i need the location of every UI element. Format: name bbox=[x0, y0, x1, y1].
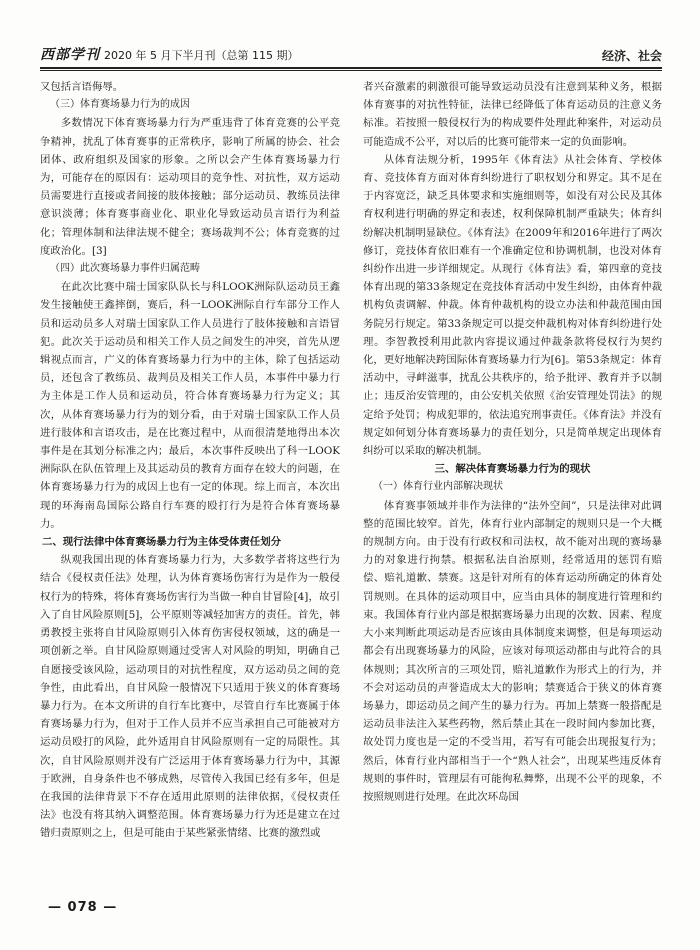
paragraph: 纵观我国出现的体育赛场暴力行为，大多数学者将这些行为结合《侵权责任法》处理，认为体育赛场伤害行为是作为一般侵权行为的特殊，将体育赛场伤害行为当做一种自甘冒险[4]，故引入了自甘风险原则[5]，公平原则等减轻加害方的责任。首先，韩勇教授主张将自甘风险原则引入体育伤害侵权领域，这的确是一项创新之举。自甘风险原则通过受害人对风险的明知，明确自己自愿接受该风险，运动项目的对抗性程度，双方运动员之间的竞争性，由此看出，自甘风险一般情况下只适用于狭义的体育赛场暴力行为。在本文所讲的自行车比赛中，尽管自行车比赛属于体育赛场暴力行为，但对于工作人员并不应当承担自己可能被对方运动员殴打的风险，此外适用自甘风险原则有一定的局限性。其次，自甘风险原则并没有广泛运用于体育赛场暴力行为中，其源于欧洲，自身条件也不够成熟，尽管传入我国已经有多年，但是在我国的法律背景下不存在适用此原则的法律依据，《侵权责任法》也没有将其纳入调整范围。体育赛场暴力行为还是建立在过错归责原则之上，但是可能由于某些紧张情绪、比赛的激烈或 bbox=[40, 554, 340, 840]
header-rule bbox=[40, 67, 662, 69]
section-title: 经济、社会 bbox=[601, 49, 662, 63]
paragraph: 多数情况下体育赛场暴力行为严重违背了体育竞赛的公平竞争精神，扰乱了体育赛事的正常秩序，影响了所属的协会、社会团体、政府组织及国家的形象。之所以会产生体育赛场暴力行为，可能存在的原因有：运动项目的竞争性、对抗性，双方运动员需要进行直接或者间接的肢体接触；部分运动员、教练员法律意识淡薄；体育赛事商业化、职业化导致运动员言语行为利益化；管理体制和法律法规不健全；赛场裁判不公；体育竞赛的过度政治化。[3] bbox=[40, 117, 340, 257]
paragraph: 体育赛事领域并非作为法律的“法外空间”，只是法律对此调整的范围比较窄。首先，体育行业内部制定的规则只是一个大概的规制方向。由于没有行政权和司法权，故不能对出现的赛场暴力的对象进行拘禁。根据私法自治原则，经常适用的惩罚有赔偿、赔礼道歉、禁赛。这是针对所有的体育运动所确定的体育处罚规则。在具体的运动项目中，应当由具体的制度进行管理和约束。我国体育行业内部是根据赛场暴力出现的次数、因素、程度大小来判断此项运动是否应该由具体制度来调整，但是每项运动都会有出现赛场暴力的风险，应该对每项运动都由与此符合的具体规则；其次所言的三项处罚，赔礼道歉作为形式上的行为，并不会对运动员的声誉造成太大的影响；禁赛适合于狭义的体育赛场暴力，即运动员之间产生的暴力行为。再加上禁赛一般搭配是运动员非法注入某些药物，然后禁止其在一段时间内参加比赛，故处罚力度也是一定的不受当用，若写有可能会出现报复行为；然后，体育行业内部相当于一个“熟人社会”，出现某些违反体育规则的事件时，管理层有可能徇私舞弊，出现不公平的现象，不按照规则进行处理。在此次环岛国 bbox=[363, 499, 662, 803]
left-column bbox=[40, 78, 340, 890]
running-header bbox=[40, 40, 662, 64]
paragraph-continued: 又包括言语侮辱。 bbox=[40, 81, 124, 93]
paragraph: 从体育法规分析，1995年《体育法》从社会体育、学校体育、竞技体育方面对体育纠纷进行了职权划分和界定。其不足在于内容宽泛，缺乏具体要求和实施细则等，如没有对公民及其体育权利进行明确的界定和表述，权利保障机制严重缺失；体育纠纷解决机制明显缺位。《体育法》在2009年和2016年进行了两次修订，竞技体育依旧难有一个准确定位和协调机制，也没对体育纠纷作出进一步详细规定。从现行《体育法》看，第四章的竞技体育出现的第33条规定在竞技体育活动中发生纠纷，由体育仲裁机构负责调解、仲裁。体育仲裁机构的设立办法和仲裁范围由国务院另行规定。第33条规定可以提交仲裁机构对体育纠纷进行处理。李智教授利用此款内容提议通过仲裁条款将侵权行为契约化，更好地解决跨国际体育赛场暴力行为[6]。第53条规定：体育活动中，寻衅滋事，扰乱公共秩序的，给予批评、教育并予以制止；违反治安管理的，由公安机关依照《治安管理处罚法》的规定给予处罚；构成犯罪的，依法追究刑事责任。《体育法》并没有规定如何划分体育赛场暴力的责任划分，只是简单规定出现体育纠纷可以采取的解决机制。 bbox=[363, 153, 662, 458]
section-heading: 三、解决体育赛场暴力行为的现状 bbox=[434, 463, 591, 476]
section-heading: 二、现行法律中体育赛场暴力行为主体受体责任划分 bbox=[42, 536, 281, 549]
header-rule-thin bbox=[40, 70, 662, 71]
journal-title: 西部学刊 bbox=[40, 47, 100, 63]
page-number: — 078 — bbox=[48, 900, 118, 915]
subsection-heading: （四）此次赛场暴力事件归属范畴 bbox=[50, 263, 200, 275]
subsection-heading: （三）体育赛场暴力行为的成因 bbox=[50, 99, 190, 111]
subsection-heading: （一）体育行业内部解决现状 bbox=[373, 481, 503, 493]
paragraph-continued: 者兴奋激素的刺激很可能导致运动员没有注意到某种义务，根据体育赛事的对抗性特征，法律已经降低了体育运动员的注意义务标准。若按照一般侵权行为的构成要件处理此种案件，对运动员可能造成不公平，对以后的比赛可能带来一定的负面影响。 bbox=[363, 81, 662, 148]
header-left bbox=[40, 44, 298, 64]
right-column bbox=[363, 78, 662, 890]
issue-info: 2020 年 5 月下半月刊（总第 115 期） bbox=[104, 49, 299, 62]
paragraph: 在此次比赛中瑞士国家队队长与科LOOK洲际队运动员王鑫发生接触使王鑫摔倒，赛后，科一LOOK洲际自行车部分工作人员和运动员多人对瑞士国家队工作人员进行了肢体接触和言语冒犯。此次关于运动员和相关工作人员之间发生的冲突，首先从逻辑视点而言，广义的体育赛场暴力行为中的主体，除了包括运动员，还包含了教练员、裁判员及相关工作人员，本事件中暴力行为主体是工作人员和运动员，符合体育赛场暴力行为定义；其次，从体育赛场暴力行为的划分看，由于对瑞士国家队工作人员进行肢体和言语攻击，是在比赛过程中，从而很清楚地得出本次事件是在其划分标准之内；最后，本次事件反映出了科一LOOK洲际队在队伍管理上及其运动员的教育方面存在较大的问题，在体育赛场暴力行为的成因上也有一定的体现。综上而言，本次出现的环海南岛国际公路自行车赛的殴打行为是符合体育赛场暴力。 bbox=[40, 281, 340, 530]
